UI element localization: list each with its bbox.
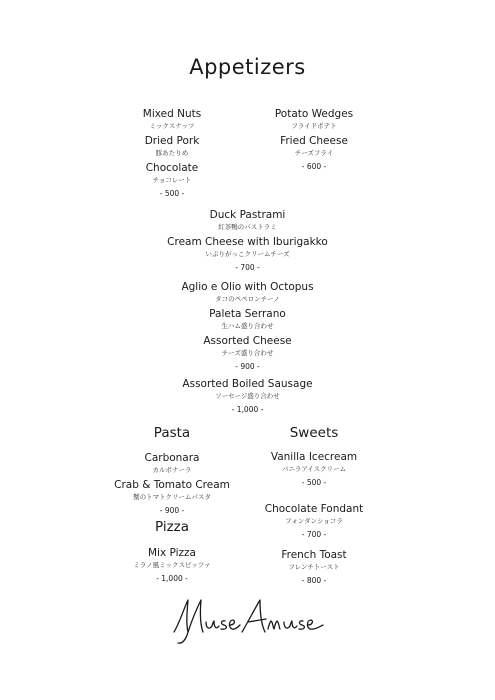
- menu-item-name: Chocolate: [145, 162, 199, 174]
- menu-price: - 500 -: [301, 478, 327, 487]
- menu-price: - 700 -: [301, 530, 327, 539]
- page-title: Appetizers: [189, 55, 306, 79]
- menu-item-jp: ミラノ風ミックスピッツァ: [133, 561, 211, 569]
- menu-price: - 1,000 -: [231, 405, 264, 414]
- menu-item-name: Chocolate Fondant: [264, 503, 364, 515]
- menu-price: - 500 -: [159, 189, 185, 198]
- menu-item-name: Crab & Tomato Cream: [114, 479, 230, 491]
- menu-price: - 900 -: [159, 506, 185, 515]
- menu-item-jp: 紅茶鴨のパストラミ: [218, 223, 277, 231]
- menu-item-jp: ソーセージ盛り合わせ: [215, 392, 280, 400]
- menu-item-name: Aglio e Olio with Octopus: [181, 281, 314, 293]
- menu-item-name: Mix Pizza: [147, 547, 196, 559]
- sweets-heading: Sweets: [289, 425, 339, 441]
- menu-item-jp: カルボナーラ: [152, 466, 192, 474]
- menu-item-jp: いぶりがっこクリームチーズ: [205, 250, 290, 258]
- menu-item-name: Paleta Serrano: [209, 308, 286, 320]
- appetizer-group-1000: [0, 378, 495, 416]
- menu-item-name: French Toast: [281, 549, 347, 561]
- menu-item-name: Assorted Boiled Sausage: [182, 378, 313, 390]
- appetizer-group-600: [214, 108, 414, 173]
- sweets-group-700: [214, 503, 414, 541]
- menu-price: - 900 -: [235, 362, 260, 371]
- menu-price: - 600 -: [301, 162, 327, 171]
- menu-item-name: Dried Pork: [144, 135, 200, 147]
- menu-item-jp: チーズ盛り合わせ: [221, 349, 274, 357]
- menu-item-jp: チーズフライ: [294, 149, 334, 157]
- sweets-group-800: [214, 549, 414, 587]
- menu-price: - 700 -: [235, 263, 260, 272]
- menu-item-jp: タコのペペロンチーノ: [215, 295, 280, 303]
- menu-item-jp: ミックスナッツ: [149, 122, 195, 130]
- menu-item-jp: フレンチトースト: [288, 563, 340, 571]
- appetizer-group-700: [0, 209, 495, 274]
- menu-item-name: Cream Cheese with Iburigakko: [167, 236, 328, 248]
- menu-item-jp: バニラアイスクリーム: [281, 465, 347, 473]
- menu-price: - 800 -: [301, 576, 327, 585]
- menu-item-name: Duck Pastrami: [209, 209, 286, 221]
- menu-item-jp: 生ハム盛り合わせ: [221, 322, 274, 330]
- menu-item-jp: フライドポテト: [291, 122, 337, 130]
- menu-item-name: Fried Cheese: [280, 135, 348, 147]
- menu-item-jp: 豚あたりめ: [155, 149, 189, 157]
- menu-item-jp: フォンダンショコラ: [285, 517, 343, 525]
- menu-item-name: Carbonara: [144, 452, 200, 464]
- menu-item-name: Potato Wedges: [274, 108, 354, 120]
- menu-item-name: Mixed Nuts: [142, 108, 202, 120]
- menu-item-jp: チョコレート: [152, 176, 192, 184]
- sweets-group-500: [214, 451, 414, 489]
- menu-price: - 1,000 -: [156, 574, 188, 583]
- pizza-heading: Pizza: [154, 519, 190, 535]
- menu-item-jp: 蟹のトマトクリームパスタ: [133, 493, 211, 501]
- pasta-heading: Pasta: [153, 425, 191, 441]
- appetizer-group-900: [0, 281, 495, 373]
- signature-logo-icon: [170, 592, 330, 648]
- menu-item-name: Vanilla Icecream: [270, 451, 358, 463]
- menu-item-name: Assorted Cheese: [203, 335, 292, 347]
